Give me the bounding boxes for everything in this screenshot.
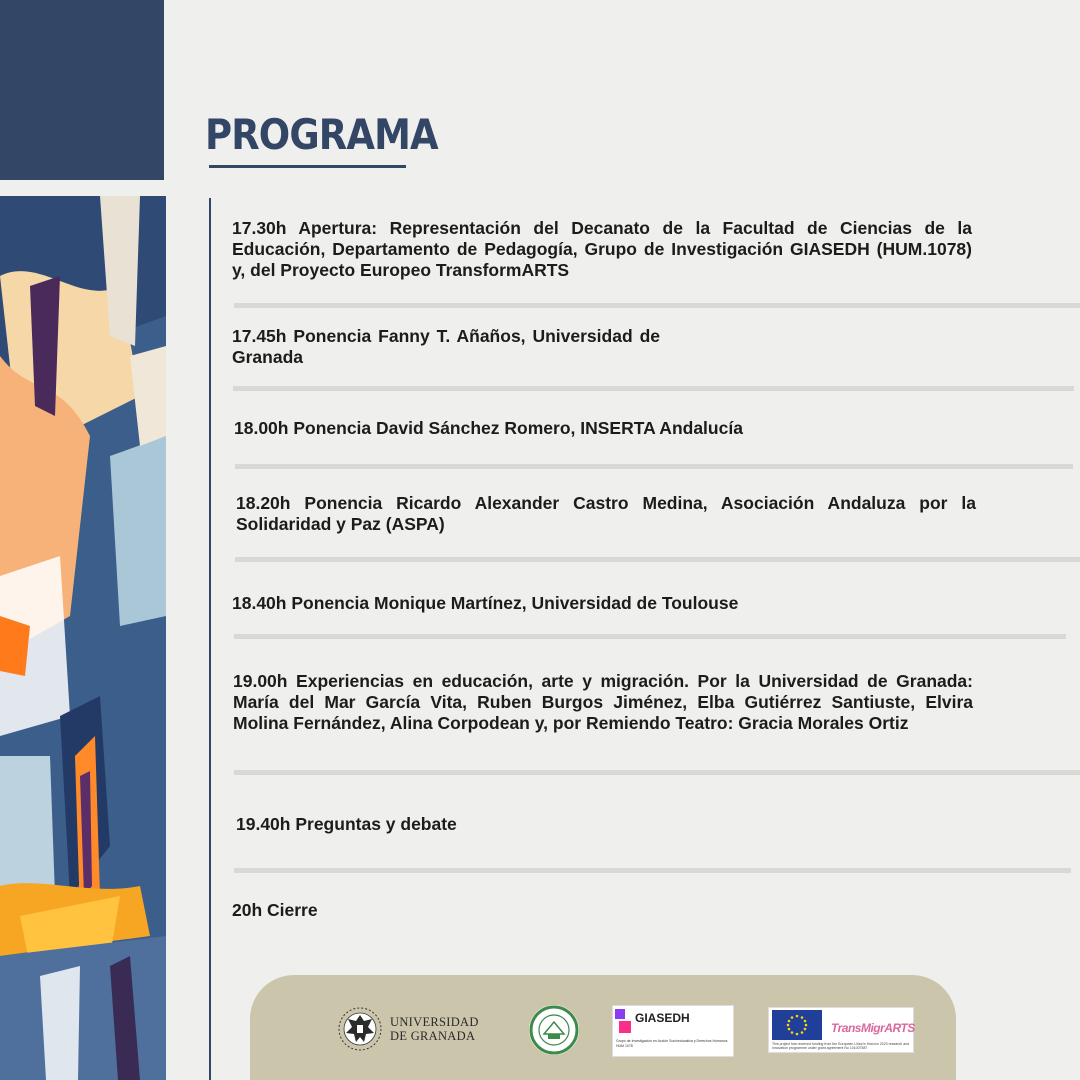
program-item-1745: 17.45h Ponencia Fanny T. Añaños, Universidad de Granada: [232, 326, 660, 367]
program-item-1840: 18.40h Ponencia Monique Martínez, Universidad de Toulouse: [232, 593, 739, 613]
divider-rule: [234, 634, 1066, 639]
transmigrarts-name: TransMigrARTS: [831, 1021, 915, 1035]
program-item-1730: 17.30h Apertura: Representación del Decanato de la Facultad de Ciencias de la Educación, Departamento de Pedagogía, Grupo de Investigación GIASEDH (HUM.1078) y, del Proyecto Europeo TransformARTS: [232, 218, 972, 280]
divider-rule: [235, 464, 1073, 469]
ugr-line-2: DE GRANADA: [390, 1029, 476, 1043]
decorative-navy-block: [0, 0, 164, 180]
faculty-seal-icon: [528, 1004, 580, 1056]
faculty-seal-logo: [528, 1004, 580, 1056]
giasedh-name: GIASEDH: [635, 1011, 690, 1025]
program-item-1940: 19.40h Preguntas y debate: [236, 814, 457, 834]
ugr-crest-icon: [338, 1007, 382, 1051]
universidad-granada-logo: [338, 1006, 498, 1052]
title-underline: [209, 165, 406, 168]
program-item-1800: 18.00h Ponencia David Sánchez Romero, INSERTA Andalucía: [234, 418, 743, 438]
eu-flag-icon: [772, 1010, 822, 1040]
divider-rule: [235, 557, 1080, 562]
divider-rule: [234, 303, 1080, 308]
divider-rule: [234, 868, 1071, 873]
abstract-painting-image: [0, 196, 166, 1080]
timeline-line: [209, 198, 211, 1080]
program-item-1820: 18.20h Ponencia Ricardo Alexander Castro Medina, Asociación Andaluza por la Solidaridad y Paz (ASPA): [236, 493, 976, 534]
giasedh-squares-icon: [615, 1009, 633, 1035]
transmigrarts-logo: [768, 1007, 914, 1053]
transmigrarts-funding-note: This project has received funding from the European Union's Horizon 2020 research and innovation programme under grant agreement No 101007587: [772, 1042, 910, 1050]
divider-rule: [233, 386, 1074, 391]
program-item-2000: 20h Cierre: [232, 900, 318, 920]
program-item-1900: 19.00h Experiencias en educación, arte y migración. Por la Universidad de Granada: María del Mar García Vita, Ruben Burgos Jiménez, Elba Gutiérrez Santiuste, Elvira Molina Fernández, Alina Corpodean y, por Remiendo Teatro: Gracia Morales Ortiz: [233, 671, 973, 733]
giasedh-logo: [612, 1005, 734, 1057]
giasedh-subtitle: Grupo de Investigación en Acción Socioeducativa y Derechos Humanos HUM 1078: [616, 1039, 728, 1048]
divider-rule: [234, 770, 1080, 775]
page-title: PROGRAMA: [205, 110, 438, 159]
ugr-line-1: UNIVERSIDAD: [390, 1015, 479, 1029]
